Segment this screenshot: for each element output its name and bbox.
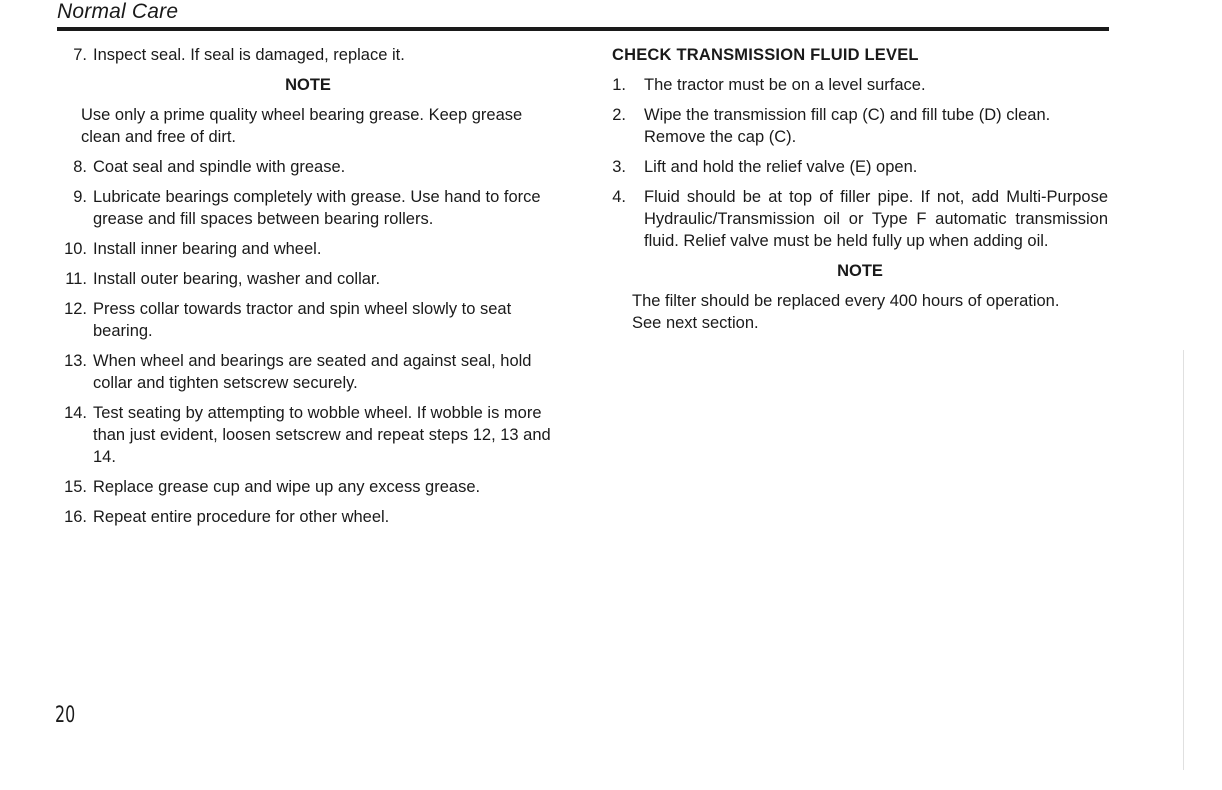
- step-text: Install outer bearing, washer and collar.: [93, 270, 381, 288]
- step-number: 15.: [64, 478, 87, 496]
- step-number: 16.: [64, 508, 87, 526]
- step-text: Wipe the transmission fill cap (C) and fill tube (D) clean. Remove the cap (C).: [644, 106, 1051, 146]
- right-column: [612, 44, 1108, 342]
- left-column: [58, 44, 558, 536]
- step-text: Lubricate bearings completely with grease. Use hand to force grease and fill spaces between bearing rollers.: [93, 188, 541, 228]
- step-14: [58, 402, 558, 468]
- step-number: 14.: [64, 404, 87, 422]
- step-number: 9.: [73, 188, 87, 206]
- step-3: [612, 156, 1108, 178]
- scan-edge-line: [1183, 350, 1184, 770]
- section-heading: CHECK TRANSMISSION FLUID LEVEL: [612, 46, 919, 64]
- note-heading: NOTE: [837, 262, 883, 280]
- step-number: 3.: [612, 158, 626, 176]
- step-2: [612, 104, 1108, 148]
- note-text: Use only a prime quality wheel bearing grease. Keep grease clean and free of dirt.: [81, 106, 523, 146]
- step-text: Lift and hold the relief valve (E) open.: [644, 158, 918, 176]
- step-number: 10.: [64, 240, 87, 258]
- step-text: Inspect seal. If seal is damaged, replace it.: [93, 46, 405, 64]
- step-12: [58, 298, 558, 342]
- step-number: 4.: [612, 188, 626, 206]
- note-text: The filter should be replaced every 400 hours of operation. See next section.: [632, 292, 1060, 332]
- step-number: 8.: [73, 158, 87, 176]
- step-9: [58, 186, 558, 230]
- page-header-title: Normal Care: [57, 0, 179, 23]
- step-1: [612, 74, 1108, 96]
- step-text: The tractor must be on a level surface.: [644, 76, 926, 94]
- step-11: [58, 268, 558, 290]
- step-7: [58, 44, 558, 66]
- step-text: Fluid should be at top of filler pipe. If not, add Multi-Purpose Hydraulic/Transmission oil or Type F automatic transmission fluid. Relief valve must be held fully up when adding oil.: [644, 188, 1108, 250]
- step-number: 11.: [65, 270, 87, 288]
- step-10: [58, 238, 558, 260]
- step-text: Coat seal and spindle with grease.: [93, 158, 346, 176]
- step-number: 7.: [73, 46, 87, 64]
- step-number: 13.: [64, 352, 87, 370]
- step-4: [612, 186, 1108, 252]
- note-heading: NOTE: [285, 76, 331, 94]
- step-number: 12.: [64, 300, 87, 318]
- step-text: Repeat entire procedure for other wheel.: [93, 508, 390, 526]
- page-number: 20: [55, 703, 76, 728]
- step-15: [58, 476, 558, 498]
- step-13: [58, 350, 558, 394]
- step-8: [58, 156, 558, 178]
- step-number: 1.: [612, 76, 626, 94]
- step-16: [58, 506, 558, 528]
- step-text: Install inner bearing and wheel.: [93, 240, 322, 258]
- step-text: When wheel and bearings are seated and against seal, hold collar and tighten setscrew securely.: [93, 352, 532, 392]
- step-number: 2.: [612, 106, 626, 124]
- step-text: Replace grease cup and wipe up any excess grease.: [93, 478, 481, 496]
- step-text: Test seating by attempting to wobble wheel. If wobble is more than just evident, loosen setscrew and repeat steps 12, 13 and 14.: [93, 404, 551, 466]
- header-rule: [57, 27, 1109, 31]
- step-text: Press collar towards tractor and spin wheel slowly to seat bearing.: [93, 300, 512, 340]
